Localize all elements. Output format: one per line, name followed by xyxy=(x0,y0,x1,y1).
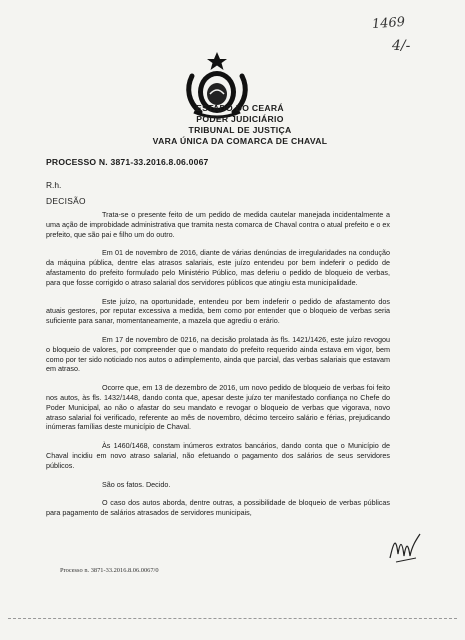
paragraph: Em 01 de novembro de 2016, diante de várias denúncias de irregularidades na condução da máquina pública, dentre elas atrasos salariais, este juízo entendeu por bem indeferir o pedido de afastamento do prefeito formulado pelo Ministério Público, mas deferiu o pedido de bloqueio de verbas, para que fosse corrigido o atraso salarial dos servidores públicos que atingiu esta municipalidade. xyxy=(46,248,390,287)
rh-label: R.h. xyxy=(46,180,62,190)
header-tribunal: TRIBUNAL DE JUSTIÇA xyxy=(188,125,292,135)
page-number-annotation: 1469 xyxy=(371,14,406,33)
paragraph: Trata-se o presente feito de um pedido de medida cautelar manejada incidentalmente a uma ação de improbidade administrativa que tramita nesta comarca de Chaval contra o atual prefeito e o ex prefeito, que são pai e filho um do outro. xyxy=(46,210,390,239)
header-state: ESTADO DO CEARÁ xyxy=(196,103,284,113)
paragraph: Ocorre que, em 13 de dezembro de 2016, um novo pedido de bloqueio de verbas foi feito nos autos, às fls. 1432/1448, dando conta que, apesar deste juízo ter manifestado confiança no Chefe do Poder Municipal, ao não o afastar do seu mandato e revogar o bloqueio de verbas que vigorava, novo atraso salarial foi verificado, referente ao mês de novembro, décimo terceiro salário e férias, prejudicando inúmeras famílias deste município de Chaval. xyxy=(46,383,390,432)
paragraph: O caso dos autos aborda, dentre outras, a possibilidade de bloqueio de verbas públicas para pagamento de salários atrasados de servidores municipais, xyxy=(46,498,390,518)
handwritten-signature-icon xyxy=(386,528,426,568)
process-number: PROCESSO N. 3871-33.2016.8.06.0067 xyxy=(46,157,209,167)
header-court: VARA ÚNICA DA COMARCA DE CHAVAL xyxy=(152,136,328,146)
section-title: DECISÃO xyxy=(46,196,86,206)
paragraph: Em 17 de novembro de 0216, na decisão prolatada às fls. 1421/1426, este juízo revogou o bloqueio de valores, por compreender que o mandato do prefeito requerido ainda estava em vigor, bem como por ter sido noticiado nos autos o adimplemento, ainda que parcial, das verbas salariais que estavam em atraso. xyxy=(46,334,390,374)
page-divider xyxy=(8,618,457,620)
header-power: PODER JUDICIÁRIO xyxy=(196,114,284,124)
initials-annotation: 4/- xyxy=(392,38,411,54)
decision-body xyxy=(46,210,390,518)
paragraph: São os fatos. Decido. xyxy=(102,479,171,489)
court-header xyxy=(140,103,340,147)
paragraph: Este juízo, na oportunidade, entendeu por bem indeferir o pedido de afastamento dos atuais gestores, por reputar excessiva a medida, bem como por entender que o bloqueio de verbas seria suficiente para sanar, momentaneamente, a mazela que agrediu o erário. xyxy=(46,296,390,326)
paragraph: Às 1460/1468, constam inúmeros extratos bancários, dando conta que o Município de Chaval incidiu em novo atraso salarial, não efetuando o pagamento dos salários de seus servidores públicos. xyxy=(46,441,390,470)
footer-process: Processo n. 3871-33.2016.8.06.0067/0 xyxy=(60,567,159,574)
